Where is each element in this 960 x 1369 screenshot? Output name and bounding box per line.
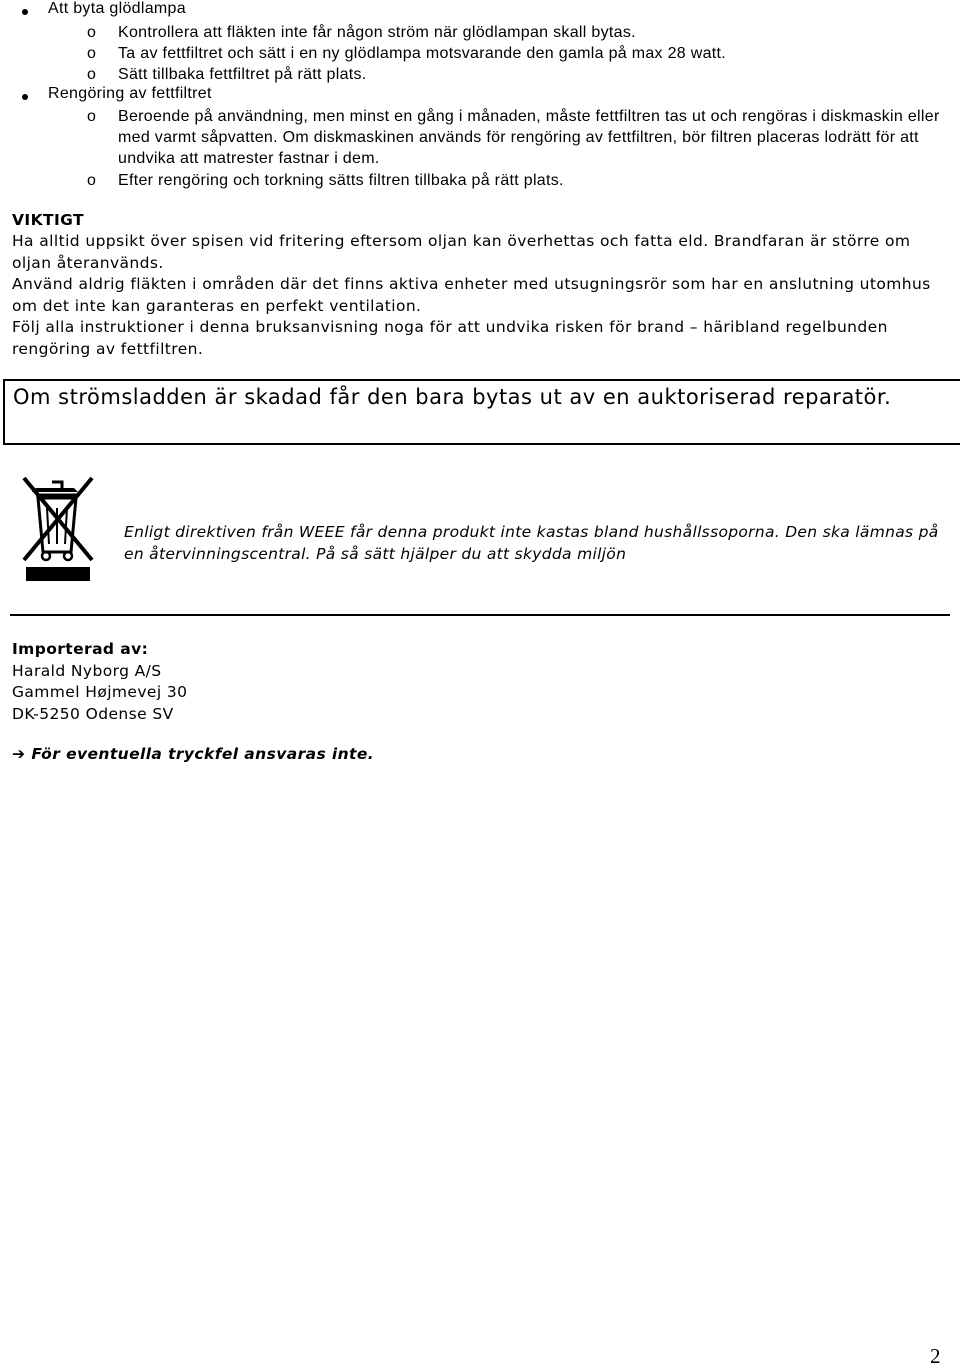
- list-item-title: Rengöring av fettfiltret: [48, 85, 212, 102]
- sub-item-text: Efter rengöring och torkning sätts filtren tillbaka på rätt plats.: [118, 172, 564, 189]
- sub-item-text: Kontrollera att fläkten inte får någon ström när glödlampan skall bytas.: [118, 24, 636, 41]
- notice-text: För eventuella tryckfel ansvaras inte.: [31, 745, 375, 763]
- importer-street: Gammel Højmevej 30: [12, 683, 188, 701]
- print-error-notice: [12, 745, 374, 763]
- sub-item: [87, 22, 948, 43]
- sub-item: [87, 64, 948, 85]
- important-paragraph-ventilation: Använd aldrig fläkten i områden där det finns aktiva enheter med utsugningsrör som har en anslutning utomhus om det inte kan garanteras en perfekt ventilation.: [12, 275, 931, 315]
- sub-bullet-icon: o: [87, 66, 97, 83]
- list-item-bulb-change: [48, 0, 186, 18]
- important-paragraph-fire: Ha alltid uppsikt över spisen vid fritering eftersom oljan kan överhettas och fatta eld. Brandfaran är större om oljan återanvänds.: [12, 232, 911, 272]
- sub-bullet-icon: o: [87, 45, 97, 62]
- importer-city: DK-5250 Odense SV: [12, 704, 174, 723]
- sub-bullet-icon: o: [87, 172, 97, 189]
- page-number: 2: [930, 1344, 941, 1368]
- important-heading: VIKTIGT: [12, 211, 84, 229]
- list-item-filter-cleaning: [48, 85, 212, 103]
- weee-disposal-text: Enligt direktiven från WEEE får denna produkt inte kastas bland hushållssoporna. Den ska lämnas på en återvinningscentral. På så sätt hjälper du att skydda miljön: [124, 523, 939, 563]
- importer-name: Harald Nyborg A/S: [12, 661, 162, 680]
- sub-item-text: Beroende på användning, men minst en gång i månaden, måste fettfiltren tas ut och rengöras i diskmaskin eller med varmt såpvatten. Om diskmaskinen används för rengöring av fettfiltren, bör filtren placeras lodrätt för att undvika att matrester fastnar i dem.: [118, 108, 940, 167]
- important-paragraph-instructions: Följ alla instruktioner i denna bruksanvisning noga för att undvika risken för brand – häribland regelbunden rengöring av fettfiltren.: [12, 318, 888, 358]
- crossed-out-wheelie-bin-icon: [12, 470, 102, 585]
- arrow-right-icon: ➔: [12, 745, 26, 763]
- sub-item-text: Ta av fettfiltret och sätt i en ny glödlampa motsvarande den gamla på max 28 watt.: [118, 45, 727, 62]
- sub-bullet-icon: o: [87, 108, 97, 125]
- sub-item: [87, 43, 948, 64]
- section-divider: [10, 614, 950, 616]
- importer-block: [12, 639, 187, 725]
- bullet-icon: [22, 94, 28, 100]
- importer-label: Importerad av:: [12, 640, 149, 658]
- sub-item: [87, 106, 948, 169]
- power-cord-warning-box: Om strömsladden är skadad får den bara bytas ut av en auktoriserad reparatör.: [3, 379, 960, 445]
- sub-bullet-icon: o: [87, 24, 97, 41]
- sub-item: [87, 170, 948, 191]
- sub-item-text: Sätt tillbaka fettfiltret på rätt plats.: [118, 66, 367, 83]
- list-item-title: Att byta glödlampa: [48, 0, 186, 17]
- bullet-icon: [22, 9, 28, 15]
